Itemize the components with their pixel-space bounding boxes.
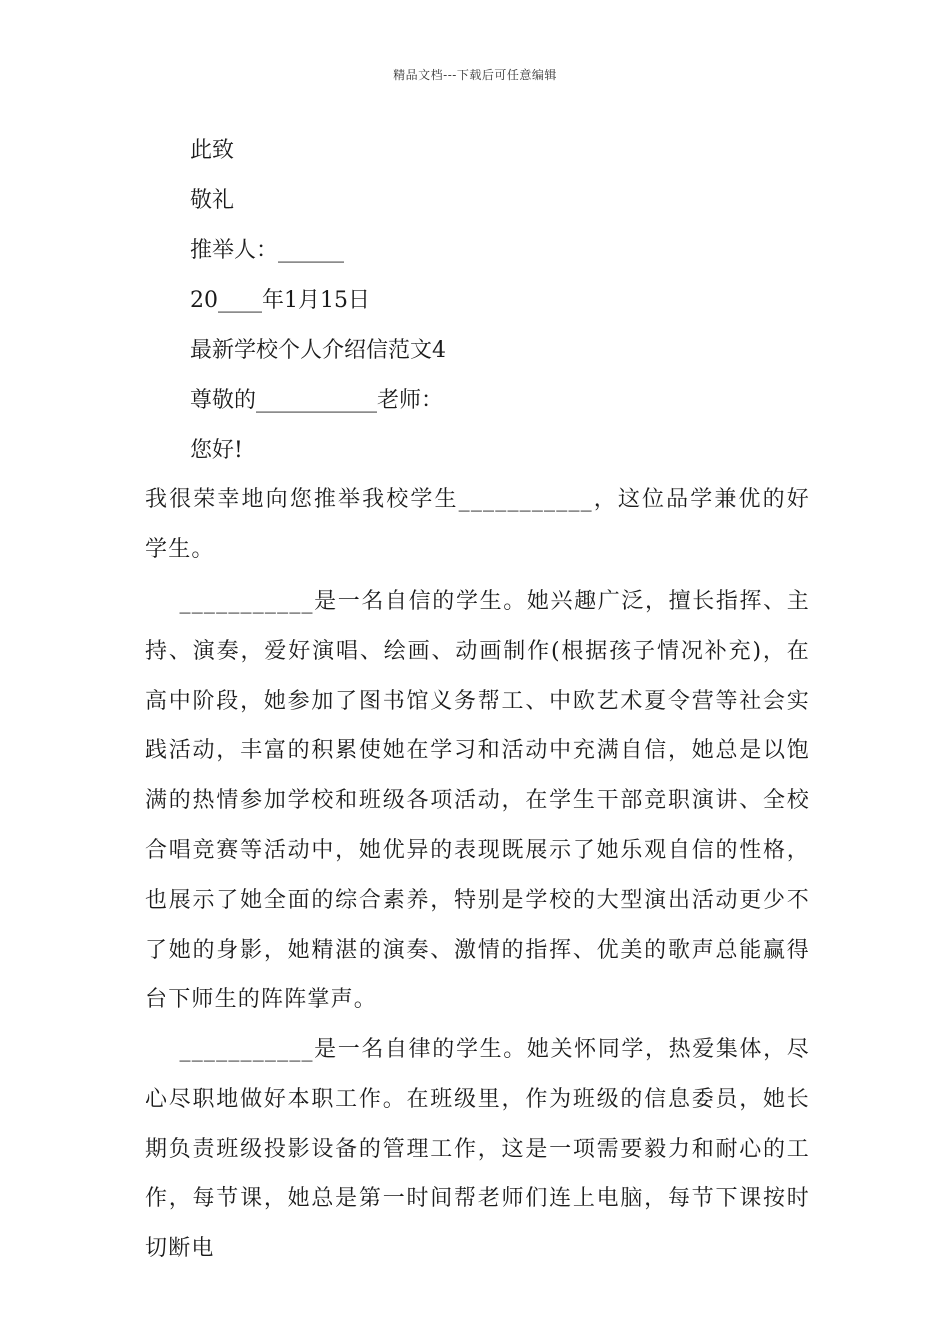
recommender-line: 推举人：______: [190, 238, 345, 263]
closing-line-jingli: 敬礼: [190, 188, 235, 213]
paragraph-disciplined: ___________是一名自律的学生。她关怀同学，热爱集体，尽心尽职地做好本职工作。在班级里，作为班级的信息委员，她长期负责班级投影设备的管理工作，这是一项需要毅力和耐心的工作，每节课，她总是第一时间帮老师们连上电脑，每节下课按时切断电: [145, 1037, 810, 1262]
section-title: 最新学校个人介绍信范文4: [190, 338, 446, 363]
closing-line-cizhi: 此致: [190, 138, 235, 163]
date-line: 20____年1月15日: [190, 288, 370, 313]
paragraph-recommendation: 我很荣幸地向您推举我校学生___________，这位品学兼优的好学生。: [145, 487, 810, 562]
greeting-line: 您好!: [190, 438, 243, 463]
paragraph-confident: ___________是一名自信的学生。她兴趣广泛，擅长指挥、主持、演奏，爱好演唱、绘画、动画制作(根据孩子情况补充)，在高中阶段，她参加了图书馆义务帮工、中欧艺术夏令营等社会实践活动，丰富的积累使她在学习和活动中充满自信，她总是以饱满的热情参加学校和班级各项活动，在学生干部竞职演讲、全校合唱竞赛等活动中，她优异的表现既展示了她乐观自信的性格，也展示了她全面的综合素养，特别是学校的大型演出活动更少不了她的身影，她精湛的演奏、激情的指挥、优美的歌声总能赢得台下师生的阵阵掌声。: [145, 589, 810, 1013]
page-header: 精品文档---下载后可任意编辑: [393, 68, 557, 82]
salutation-line: 尊敬的___________老师：: [190, 388, 444, 413]
